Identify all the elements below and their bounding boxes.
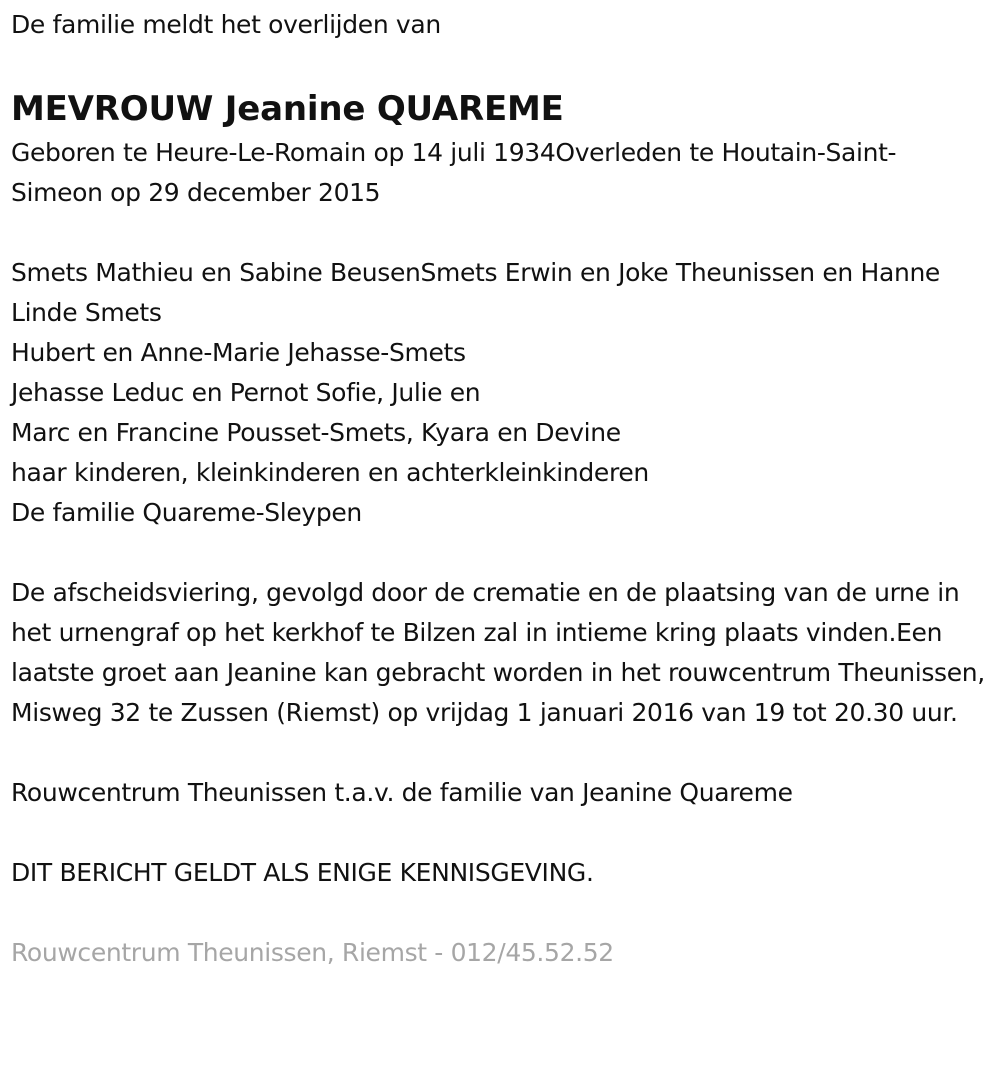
family-line: haar kinderen, kleinkinderen en achterkleinkinderen [11, 458, 649, 487]
deceased-name: MEVROUW Jeanine QUAREME [11, 89, 564, 129]
spacer [11, 813, 986, 853]
birth-death-text: Geboren te Heure-Le-Romain op 14 juli 1934Overleden te Houtain-Saint-Simeon op 29 december 2015 [11, 138, 897, 207]
death-notice [11, 0, 986, 973]
family-line: Linde Smets [11, 298, 162, 327]
family-line: Marc en Francine Pousset-Smets, Kyara en Devine [11, 418, 621, 447]
ceremony-text: De afscheidsviering, gevolgd door de crematie en de plaatsing van de urne in het urnengraf op het kerkhof te Bilzen zal in intieme kring plaats vinden.Een laatste groet aan Jeanine kan gebracht worden in het rouwcentrum Theunissen, Misweg 32 te Zussen (Riemst) op vrijdag 1 januari 2016 van 19 tot 20.30 uur. [11, 578, 985, 727]
intro-text: De familie meldt het overlijden van [11, 10, 441, 39]
family-line: Smets Mathieu en Sabine BeusenSmets Erwin en Joke Theunissen en Hanne [11, 258, 940, 287]
spacer [11, 213, 986, 253]
contact-text: Rouwcentrum Theunissen t.a.v. de familie van Jeanine Quareme [11, 778, 793, 807]
family-line: Jehasse Leduc en Pernot Sofie, Julie en [11, 378, 481, 407]
spacer [11, 893, 986, 933]
spacer [11, 733, 986, 773]
family-line: Hubert en Anne-Marie Jehasse-Smets [11, 338, 466, 367]
official-notice: DIT BERICHT GELDT ALS ENIGE KENNISGEVING. [11, 858, 594, 887]
spacer [11, 533, 986, 573]
funeral-home-footer: Rouwcentrum Theunissen, Riemst - 012/45.52.52 [11, 938, 614, 967]
family-line: De familie Quareme-Sleypen [11, 498, 362, 527]
